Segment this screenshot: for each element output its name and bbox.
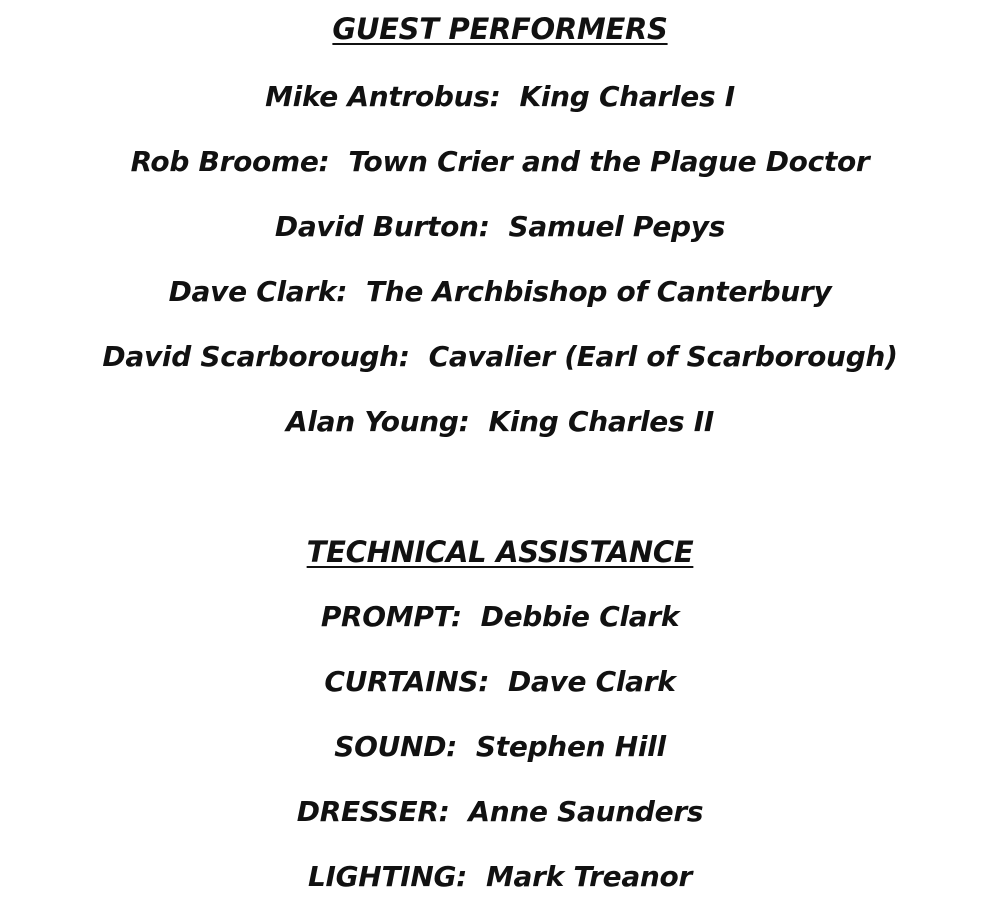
technical-assistance-heading: TECHNICAL ASSISTANCE <box>306 535 694 569</box>
guest-performer-line: Mike Antrobus: King Charles I <box>265 80 735 113</box>
guest-performer-line: Rob Broome: Town Crier and the Plague Doctor <box>130 145 870 178</box>
guest-performer-line: Dave Clark: The Archbishop of Canterbury <box>168 275 832 308</box>
technical-credit-line: SOUND: Stephen Hill <box>334 730 666 763</box>
technical-credit-line: PROMPT: Debbie Clark <box>320 600 680 633</box>
guest-performer-line: David Burton: Samuel Pepys <box>274 210 726 243</box>
guest-performer-line: Alan Young: King Charles II <box>286 405 714 438</box>
technical-credit-line: CURTAINS: Dave Clark <box>324 665 676 698</box>
guest-performers-heading: GUEST PERFORMERS <box>332 12 668 46</box>
technical-credit-line: LIGHTING: Mark Treanor <box>307 860 693 893</box>
guest-performer-line: David Scarborough: Cavalier (Earl of Scarborough) <box>102 340 898 373</box>
technical-credit-line: DRESSER: Anne Saunders <box>296 795 704 828</box>
